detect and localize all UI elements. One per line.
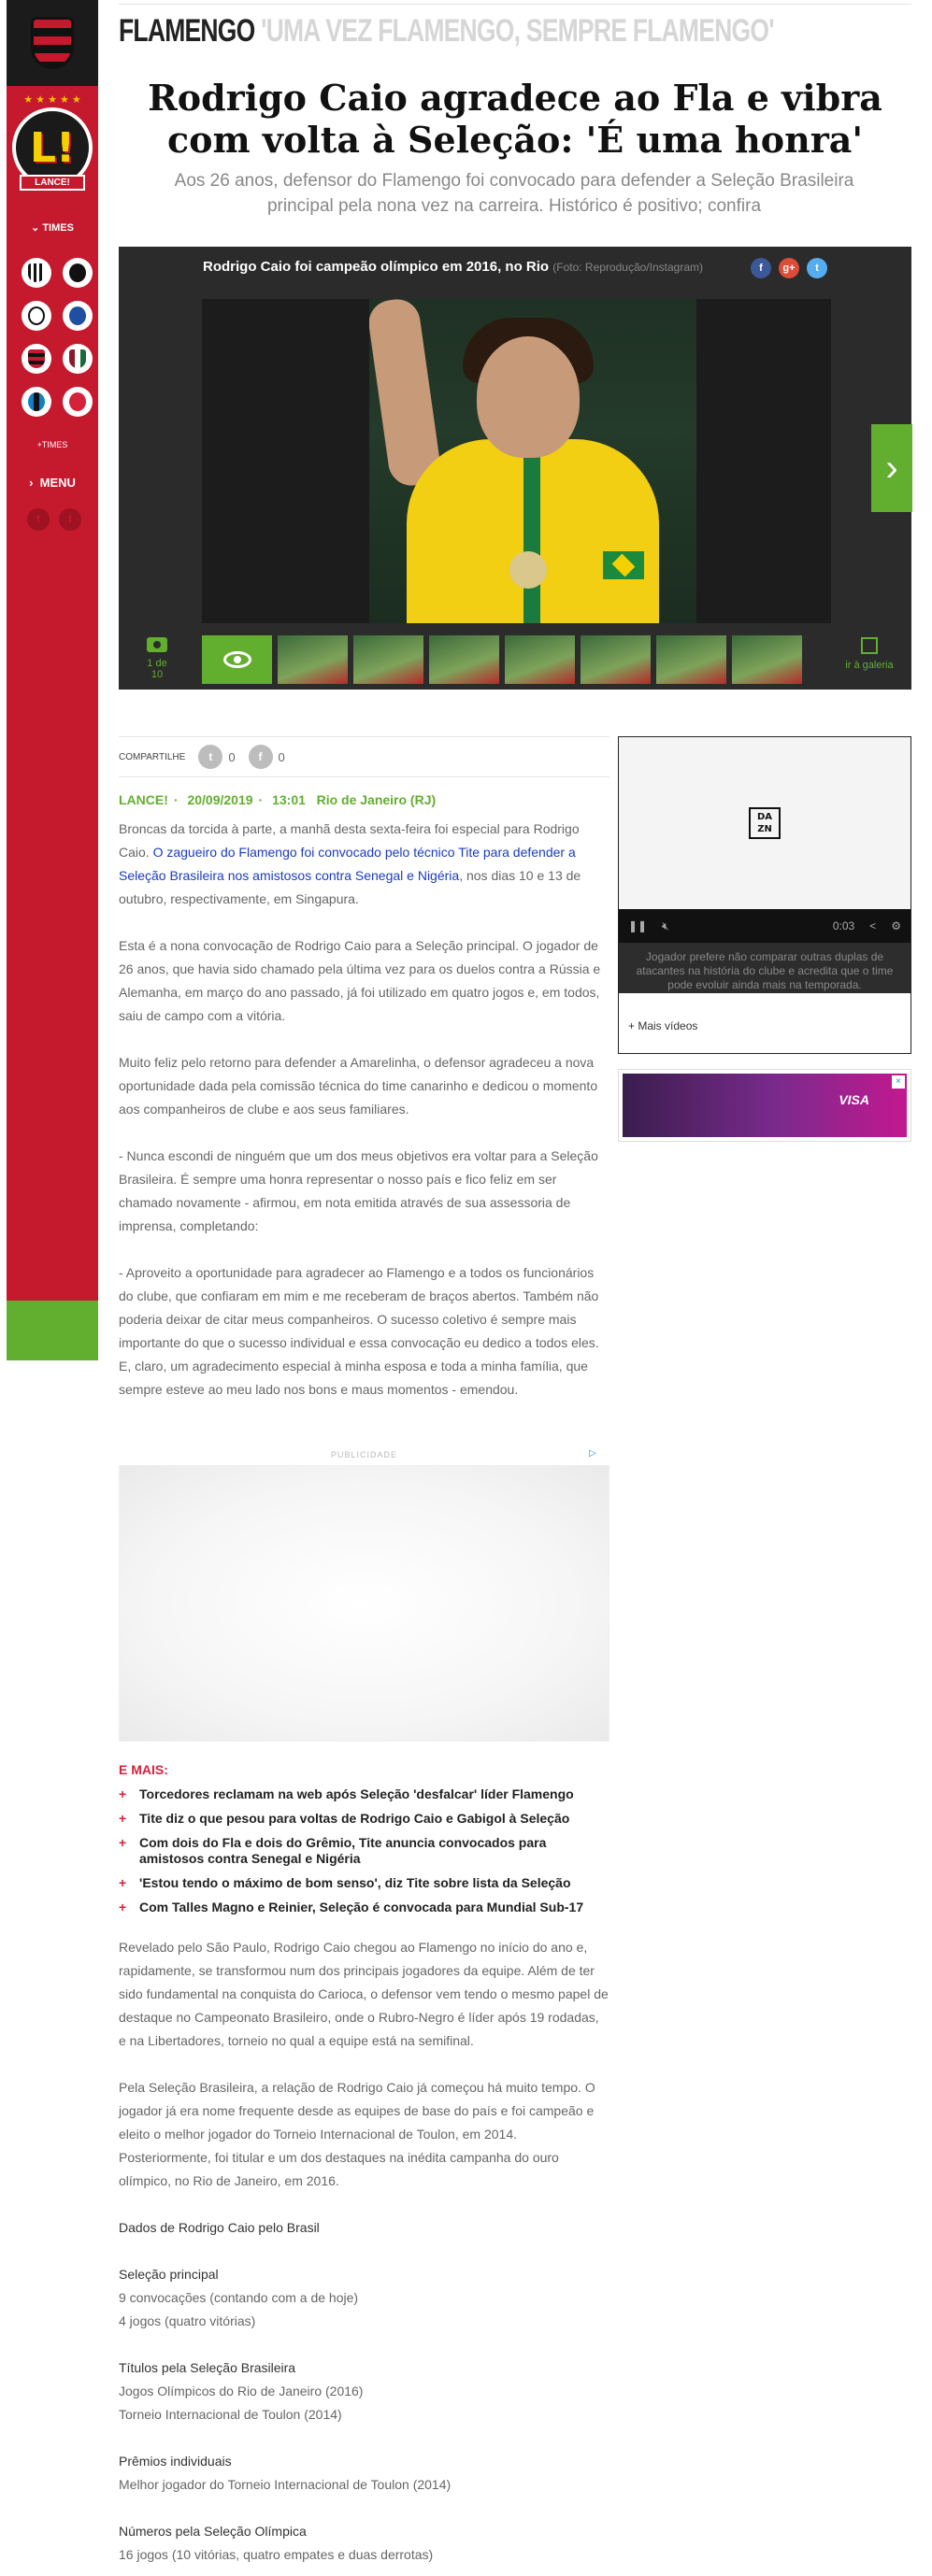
section-club[interactable]: FLAMENGO	[119, 13, 255, 49]
thumbnail[interactable]	[429, 635, 499, 684]
twitter-icon[interactable]: t	[27, 508, 50, 531]
logo-text: L!	[29, 123, 76, 172]
stats-heading: Seleção principal	[119, 2267, 219, 2282]
stats-block	[119, 2520, 609, 2567]
thumbnail-active[interactable]	[202, 635, 272, 684]
related-links	[119, 1786, 609, 1924]
related-link[interactable]: + Torcedores reclamam na web após Seleção 'desfalcar' líder Flamengo	[119, 1786, 609, 1802]
paragraph: Pela Seleção Brasileira, a relação de Rodrigo Caio já começou há muito tempo. O jogador já era nome frequente desde as equipes de base do país e foi campeão e eleito o melhor jogador do Torneio Internacional de Toulon, em 2014. Posteriormente, foi titular e um dos destaques na inédita campanha do ouro olímpico, no Rio de Janeiro, em 2016.	[119, 2080, 595, 2188]
paragraph: Revelado pelo São Paulo, Rodrigo Caio chegou ao Flamengo no início do ano e, rapidamente, se transformou num dos principais jogadores da equipe. Além de ter sido fundamental na conquista do Carioca, o defensor vem tendo o mesmo papel de destaque no Campeonato Brasileiro, onde o Rubro-Negro é líder após 19 rodadas, e na Libertadores, torneio no qual a equipe está na semifinal.	[119, 1940, 609, 2048]
share-row	[119, 736, 609, 777]
facebook-share[interactable]: f 0	[249, 745, 285, 769]
flamengo-shield-icon	[31, 17, 74, 69]
related-link[interactable]: + 'Estou tendo o máximo de bom senso', diz Tite sobre lista da Seleção	[119, 1875, 609, 1891]
brazil-flag-icon	[603, 551, 644, 579]
flamengo-crest[interactable]	[7, 0, 98, 86]
more-times-link[interactable]: +TIMES	[36, 440, 68, 449]
thumbnail[interactable]	[353, 635, 423, 684]
external-link-icon	[861, 637, 878, 654]
sidebar-social	[27, 508, 81, 531]
ad-brand: VISA	[839, 1092, 869, 1107]
camera-icon	[147, 637, 167, 652]
stats-line: 4 jogos (quatro vitórias)	[119, 2313, 256, 2328]
thumbnail-strip	[202, 635, 831, 684]
stats-block	[119, 2263, 609, 2333]
thumbnail[interactable]	[505, 635, 575, 684]
video-caption: Jogador prefere não comparar outras duplas de atacantes na história do clube e acredita que o time pode evoluir ainda mais na temporada.	[619, 943, 910, 993]
gallery-caption: Rodrigo Caio foi campeão olímpico em 2016, no Rio (Foto: Reprodução/Instagram)	[203, 259, 703, 275]
next-arrow-button[interactable]: ›	[871, 424, 912, 512]
share-icon[interactable]: <	[869, 919, 877, 932]
article-body-continued	[119, 1936, 609, 2576]
video-screen[interactable]	[619, 737, 910, 909]
team-cruzeiro-icon[interactable]	[63, 301, 93, 331]
facebook-icon[interactable]: f	[59, 508, 81, 531]
team-corinthians-icon[interactable]	[22, 301, 51, 331]
twitter-share[interactable]: t 0	[198, 745, 235, 769]
thumbnail[interactable]	[278, 635, 348, 684]
paragraph: Broncas da torcida à parte, a manhã desta sexta-feira foi especial para Rodrigo Caio. O zagueiro do Flamengo foi convocado pelo técnico Tite para defender a Seleção Brasileira nos amistosos contra Senegal e Nigéria, nos dias 10 e 13 de outubro, respectivamente, em Singapura.	[119, 821, 581, 906]
twitter-icon: t	[198, 745, 222, 769]
dazn-logo: DA ZN	[749, 807, 781, 839]
go-to-gallery-link[interactable]: ir à galeria	[837, 637, 902, 671]
team-botafogo-icon[interactable]	[63, 258, 93, 288]
stats-line: Jogos Olímpicos do Rio de Janeiro (2016)	[119, 2384, 364, 2398]
section-title	[119, 13, 774, 50]
related-link[interactable]: + Com dois do Fla e dois do Grêmio, Tite anuncia convocados para amistosos contra Senegal e Nigéria	[119, 1835, 609, 1867]
photo-credit: (Foto: Reprodução/Instagram)	[552, 261, 703, 274]
gallery-share	[751, 258, 827, 278]
stats-block	[119, 2356, 609, 2427]
close-ad-icon[interactable]: ×	[892, 1075, 905, 1089]
pause-icon[interactable]: ❚❚	[628, 919, 648, 932]
stats-heading: Títulos pela Seleção Brasileira	[119, 2360, 296, 2375]
publicidade-label: PUBLICIDADE	[330, 1450, 398, 1459]
article-meta: LANCE! · 20/09/2019 · 13:01 Rio de Janeiro (RJ)	[119, 792, 437, 807]
paragraph: - Nunca escondi de ninguém que um dos meus objetivos era voltar para a Seleção Brasileira. É sempre uma honra representar o nosso país e fico feliz em ser chamado novamente - afirmou, em nota emitida através de sua assessoria de imprensa, completando:	[119, 1148, 598, 1233]
team-flamengo-icon[interactable]	[22, 344, 51, 374]
data-title: Dados de Rodrigo Caio pelo Brasil	[119, 2220, 320, 2235]
paragraph: Muito feliz pelo retorno para defender a Amarelinha, o defensor agradeceu a nova oportunidade dada pela comissão técnica do time canarinho e dedicou o momento aos companheiros de clube e aos seus familiares.	[119, 1055, 598, 1117]
thumbnail[interactable]	[581, 635, 651, 684]
adchoices-icon[interactable]: ▷	[589, 1448, 596, 1459]
right-ad-banner[interactable]	[618, 1069, 911, 1142]
menu-button[interactable]: › MENU	[29, 476, 76, 490]
main-photo[interactable]	[369, 299, 696, 623]
medal-icon	[509, 551, 547, 589]
share-label: COMPARTILHE	[119, 751, 186, 762]
ad-slot[interactable]	[119, 1465, 609, 1742]
stats-line: Melhor jogador do Torneio Internacional de Toulon (2014)	[119, 2477, 452, 2492]
stats-heading: Prêmios individuais	[119, 2454, 232, 2469]
googleplus-share-icon[interactable]: g+	[779, 258, 799, 278]
related-link[interactable]: + Tite diz o que pesou para voltas de Rodrigo Caio e Gabigol à Seleção	[119, 1811, 609, 1827]
related-link[interactable]: + Com Talles Magno e Reinier, Seleção é convocada para Mundial Sub-17	[119, 1900, 609, 1915]
lance-logo[interactable]	[12, 93, 93, 209]
facebook-share-icon[interactable]: f	[751, 258, 771, 278]
video-controls	[619, 909, 910, 943]
stars-icon: ★ ★ ★ ★ ★	[23, 94, 81, 106]
stats-line: Torneio Internacional de Toulon (2014)	[119, 2407, 342, 2422]
thumbnail[interactable]	[732, 635, 802, 684]
photo-counter: 1 de 10	[141, 637, 173, 680]
subheadline: Aos 26 anos, defensor do Flamengo foi convocado para defender a Seleção Brasileira principal pela nona vez na carreira. Histórico é positivo; confira	[174, 171, 854, 216]
twitter-share-icon[interactable]: t	[807, 258, 827, 278]
sidebar	[7, 0, 98, 1353]
team-fluminense-icon[interactable]	[63, 344, 93, 374]
settings-icon[interactable]: ⚙	[891, 919, 901, 932]
mute-icon[interactable]: 🔇︎	[662, 918, 669, 932]
meta-source: LANCE!	[119, 792, 168, 807]
sidebar-green-block	[7, 1301, 98, 1360]
stats-heading: Números pela Seleção Olímpica	[119, 2524, 307, 2539]
facebook-icon: f	[249, 745, 273, 769]
logo-ribbon: LANCE!	[20, 175, 85, 191]
top-divider	[119, 4, 911, 5]
video-time: 0:03	[832, 919, 855, 932]
stats-block	[119, 2450, 609, 2497]
article-body	[119, 818, 609, 1425]
meta-time: 13:01	[272, 792, 306, 807]
meta-place: Rio de Janeiro (RJ)	[316, 792, 437, 807]
team-list	[22, 258, 87, 417]
stats-line: 9 convocações (contando com a de hoje)	[119, 2290, 359, 2305]
section-motto: 'UMA VEZ FLAMENGO, SEMPRE FLAMENGO'	[261, 13, 774, 49]
photo-gallery	[119, 247, 911, 690]
meta-date: 20/09/2019	[187, 792, 253, 807]
paragraph: - Aproveito a oportunidade para agradecer ao Flamengo e a todos os funcionários do clube, que confiaram em mim e me receberam de braços abertos. Também não poderia deixar de citar meus companheiros. O sucesso coletivo é sempre mais importante do que o sucesso individual e essa convocação eu dedico a todos eles. E, claro, um agradecimento especial à minha esposa e toda a minha família, que sempre esteve ao meu lado nos bons e maus momentos - emendou.	[119, 1265, 599, 1397]
team-atletico-mg-icon[interactable]	[22, 258, 51, 288]
related-title: E MAIS:	[119, 1762, 168, 1777]
headline: Rodrigo Caio agradece ao Fla e vibra com volta à Seleção: 'É uma honra'	[148, 77, 882, 161]
team-gremio-icon[interactable]	[22, 387, 51, 417]
more-videos-link[interactable]: + Mais vídeos	[628, 1019, 698, 1032]
times-toggle[interactable]: ⌄ TIMES	[31, 222, 74, 234]
paragraph: Esta é a nona convocação de Rodrigo Caio para a Seleção principal. O jogador de 26 anos, que havia sido chamado pela última vez para os duelos contra a Rússia e Alemanha, em março do ano passado, já foi utilizado em quatro jogos e, em todos, saiu de campo com a vitória.	[119, 938, 601, 1023]
stats-line: 16 jogos (10 vitórias, quatro empates e duas derrotas)	[119, 2547, 434, 2562]
article-link[interactable]: O zagueiro do Flamengo foi convocado pelo técnico Tite para defender a Seleção Brasileira nos amistosos contra Senegal e Nigéria	[119, 845, 576, 883]
eye-icon	[223, 651, 251, 668]
team-internacional-icon[interactable]	[63, 387, 93, 417]
video-player	[618, 736, 911, 1054]
thumbnail[interactable]	[656, 635, 726, 684]
